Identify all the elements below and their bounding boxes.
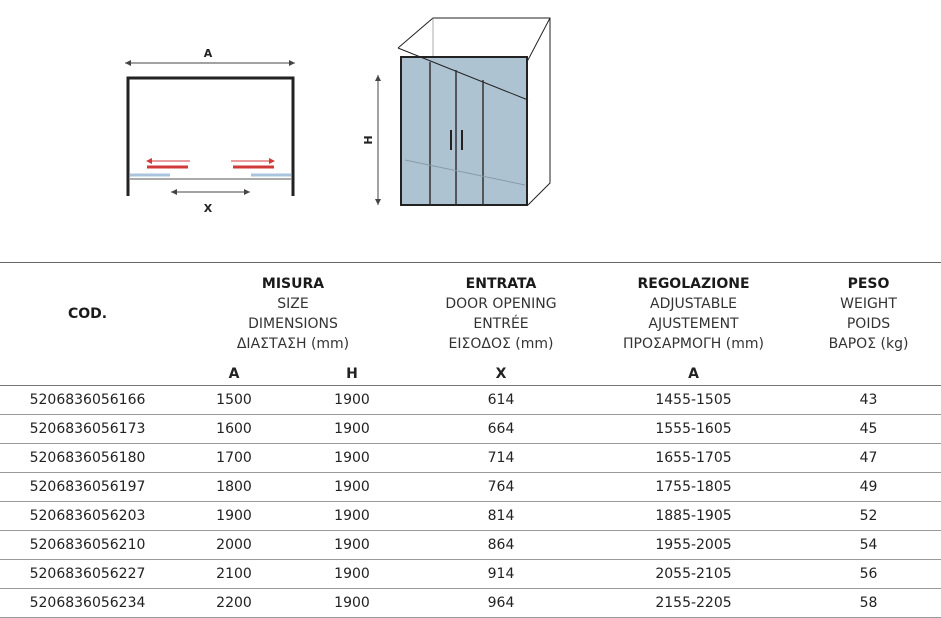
opening-arrow-right <box>244 189 250 195</box>
table-cell: 864 <box>411 531 591 560</box>
slide-arrowhead-left <box>146 158 152 164</box>
table-cell: 1555-1605 <box>591 415 796 444</box>
table-cell: 1900 <box>293 560 411 589</box>
slide-arrowhead-right <box>269 158 275 164</box>
table-cell: 2000 <box>175 531 293 560</box>
table-cell: 47 <box>796 444 941 473</box>
width-arrow-left <box>125 60 131 66</box>
handle-left <box>450 130 452 150</box>
height-arrow-top <box>375 75 381 81</box>
table-cell: 56 <box>796 560 941 589</box>
table-cell: 1900 <box>293 531 411 560</box>
specification-table <box>0 262 941 618</box>
header-adjustable-en: ADJUSTABLE <box>650 295 737 312</box>
top-view-diagram <box>125 47 295 215</box>
handle-right <box>461 130 463 150</box>
table-cell: 58 <box>796 589 941 618</box>
table-cell: 5206836056166 <box>0 386 175 415</box>
subheader-cell <box>0 362 175 386</box>
table-cell: 43 <box>796 386 941 415</box>
product-diagrams <box>0 0 941 262</box>
header-adjustable-gr: ΠΡΟΣΑΡΜΟΓΗ (mm) <box>623 335 764 352</box>
table-cell: 1900 <box>293 473 411 502</box>
table-cell: 1900 <box>293 444 411 473</box>
table-cell: 2155-2205 <box>591 589 796 618</box>
header-opening <box>411 263 591 363</box>
table-cell: 1885-1905 <box>591 502 796 531</box>
table-cell: 1900 <box>293 589 411 618</box>
header-weight-fr: POIDS <box>846 315 891 332</box>
header-weight-gr: ΒΑΡΟΣ (kg) <box>828 335 909 352</box>
table-row <box>0 560 941 589</box>
opening-label: X <box>203 202 213 215</box>
width-label: A <box>203 47 213 60</box>
header-size <box>175 263 411 363</box>
subheader-cell: A <box>591 362 796 386</box>
table-cell: 2200 <box>175 589 293 618</box>
glass-front <box>401 57 527 205</box>
table-cell: 814 <box>411 502 591 531</box>
height-arrow-bottom <box>375 199 381 205</box>
subheader-cell: A <box>175 362 293 386</box>
header-opening-en: DOOR OPENING <box>445 295 557 312</box>
header-size-it: MISURA <box>261 275 325 292</box>
table-row <box>0 415 941 444</box>
front-view-diagram <box>362 18 550 205</box>
table-cell: 1655-1705 <box>591 444 796 473</box>
table-cell: 49 <box>796 473 941 502</box>
table-cell: 2100 <box>175 560 293 589</box>
subheader-cell <box>796 362 941 386</box>
table-cell: 5206836056210 <box>0 531 175 560</box>
header-weight-en: WEIGHT <box>840 295 897 312</box>
table-cell: 1900 <box>293 415 411 444</box>
header-opening-it: ENTRATA <box>465 275 537 292</box>
table-cell: 1600 <box>175 415 293 444</box>
table-cell: 5206836056203 <box>0 502 175 531</box>
header-code-label: COD. <box>67 305 108 322</box>
table-cell: 45 <box>796 415 941 444</box>
table-body <box>0 386 941 618</box>
table-cell: 1500 <box>175 386 293 415</box>
table-cell: 1800 <box>175 473 293 502</box>
table-cell: 1700 <box>175 444 293 473</box>
header-weight-it: PESO <box>847 275 890 292</box>
table-cell: 714 <box>411 444 591 473</box>
table-cell: 1955-2005 <box>591 531 796 560</box>
table-cell: 54 <box>796 531 941 560</box>
header-opening-gr: ΕΙΣΟΔΟΣ (mm) <box>448 335 554 352</box>
enclosure-frame <box>128 78 293 196</box>
table-row <box>0 386 941 415</box>
table-cell: 5206836056173 <box>0 415 175 444</box>
header-size-en: SIZE <box>277 295 309 312</box>
header-adjustable-fr: AJUSTEMENT <box>648 315 739 332</box>
table-cell: 5206836056227 <box>0 560 175 589</box>
table-cell: 964 <box>411 589 591 618</box>
table-cell: 5206836056180 <box>0 444 175 473</box>
table-row <box>0 444 941 473</box>
table-cell: 5206836056197 <box>0 473 175 502</box>
table-row <box>0 531 941 560</box>
opening-arrow-left <box>171 189 177 195</box>
subheader-cell: X <box>411 362 591 386</box>
header-row <box>0 263 941 363</box>
header-code <box>0 263 175 363</box>
table-cell: 1755-1805 <box>591 473 796 502</box>
table-cell: 1900 <box>293 502 411 531</box>
subheader-row <box>0 362 941 386</box>
table-cell: 914 <box>411 560 591 589</box>
table-cell: 664 <box>411 415 591 444</box>
header-opening-fr: ENTRÉE <box>473 315 529 332</box>
header-weight <box>796 263 941 363</box>
table-row <box>0 589 941 618</box>
header-size-gr: ΔΙΑΣΤΑΣΗ (mm) <box>236 335 350 352</box>
table-cell: 614 <box>411 386 591 415</box>
table-cell: 52 <box>796 502 941 531</box>
table-cell: 1900 <box>175 502 293 531</box>
table-row <box>0 502 941 531</box>
table-cell: 764 <box>411 473 591 502</box>
table-cell: 1900 <box>293 386 411 415</box>
header-size-fr: DIMENSIONS <box>248 315 338 332</box>
subheader-cell: H <box>293 362 411 386</box>
header-adjustable <box>591 263 796 363</box>
table-row <box>0 473 941 502</box>
width-arrow-right <box>289 60 295 66</box>
table-cell: 5206836056234 <box>0 589 175 618</box>
table-cell: 1455-1505 <box>591 386 796 415</box>
table-cell: 2055-2105 <box>591 560 796 589</box>
header-adjustable-it: REGOLAZIONE <box>637 275 750 292</box>
height-label: H <box>362 135 375 145</box>
